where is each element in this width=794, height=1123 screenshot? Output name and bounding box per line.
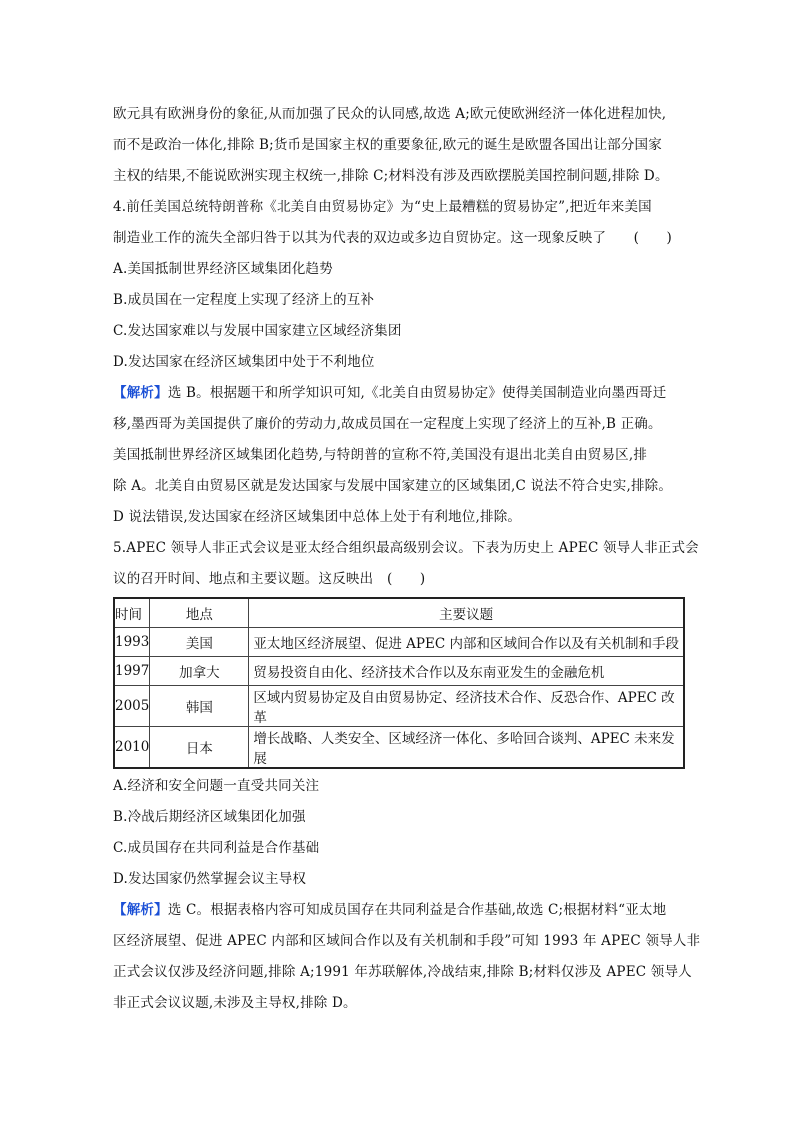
table-cell-place: 加拿大: [150, 657, 249, 686]
analysis-line: [113, 895, 685, 926]
table-row: [114, 686, 684, 727]
option-c: C.成员国存在共同利益是合作基础: [113, 840, 320, 856]
option-d: D.发达国家仍然掌握会议主导权: [113, 871, 307, 887]
option-a: A.美国抵制世界经济区域集团化趋势: [113, 261, 333, 277]
text-line: 欧元具有欧洲身份的象征,从而加强了民众的认同感,故选 A;欧元使欧洲经济一体化进程加快,: [113, 106, 667, 122]
table-row: [114, 657, 684, 686]
table-header-row: [114, 598, 684, 628]
question-4: [113, 192, 685, 533]
question-stem-line: 制造业工作的流失全部归咎于以其为代表的双边或多边自贸协定。这一现象反映了 ( ): [113, 230, 672, 246]
analysis-line: 美国抵制世界经济区域集团化趋势,与特朗普的宣称不符,美国没有退出北美自由贸易区,排: [113, 447, 648, 463]
table-cell-year: 1993: [114, 628, 150, 657]
document-page: [113, 99, 701, 1019]
table-cell-year: 2010: [114, 727, 150, 769]
table-cell-topic: 贸易投资自由化、经济技术合作以及东南亚发生的金融危机: [249, 657, 684, 686]
option-a: A.经济和安全问题一直受共同关注: [113, 778, 320, 794]
question-stem-line: 4.前任美国总统特朗普称《北美自由贸易协定》为“史上最糟糕的贸易协定”,把近年来美国: [113, 199, 652, 215]
table-cell-topic: 区域内贸易协定及自由贸易协定、经济技术合作、反恐合作、APEC 改革: [249, 686, 684, 727]
analysis-text: 选 B。根据题干和所学知识可知,《北美自由贸易协定》使得美国制造业向墨西哥迁: [167, 385, 667, 401]
table-cell-place: 日本: [150, 727, 249, 769]
intro-paragraph: [113, 99, 685, 192]
analysis-line: D 说法错误,发达国家在经济区域集团中总体上处于有利地位,排除。: [113, 509, 522, 525]
table-cell-year: 1997: [114, 657, 150, 686]
option-d: D.发达国家在经济区域集团中处于不利地位: [113, 354, 375, 370]
analysis-line: [113, 378, 685, 409]
table-cell-topic: 亚太地区经济展望、促进 APEC 内部和区域间合作以及有关机制和手段: [249, 628, 684, 657]
apec-table: [113, 597, 685, 769]
question-stem-line: 议的召开时间、地点和主要议题。这反映出 ( ): [113, 571, 426, 587]
analysis-line: 区经济展望、促进 APEC 内部和区域间合作以及有关机制和手段”可知 1993 年 APEC 领导人非: [113, 933, 701, 949]
analysis-text: 选 C。根据表格内容可知成员国存在共同利益是合作基础,故选 C;根据材料“亚太地: [167, 902, 667, 918]
table-cell-place: 美国: [150, 628, 249, 657]
option-b: B.冷战后期经济区域集团化加强: [113, 809, 306, 825]
analysis-tag: 【解析】: [113, 385, 168, 401]
text-line: 主权的结果,不能说欧洲实现主权统一,排除 C;材料没有涉及西欧摆脱美国控制问题,排除 D。: [113, 168, 669, 184]
analysis-line: 非正式会议议题,未涉及主导权,排除 D。: [113, 995, 357, 1011]
analysis-tag: 【解析】: [113, 902, 168, 918]
table-row: [114, 727, 684, 769]
table-row: [114, 628, 684, 657]
option-c: C.发达国家难以与发展中国家建立区域经济集团: [113, 323, 402, 339]
analysis-line: 移,墨西哥为美国提供了廉价的劳动力,故成员国在一定程度上实现了经济上的互补,B 正确。: [113, 416, 662, 432]
analysis-line: 除 A。北美自由贸易区就是发达国家与发展中国家建立的区域集团,C 说法不符合史实,排除。: [113, 478, 673, 494]
analysis-line: 正式会议仅涉及经济问题,排除 A;1991 年苏联解体,冷战结束,排除 B;材料仅涉及 APEC 领导人: [113, 964, 692, 980]
text-line: 而不是政治一体化,排除 B;货币是国家主权的重要象征,欧元的诞生是欧盟各国出让部分国家: [113, 137, 662, 153]
table-cell-year: 2005: [114, 686, 150, 727]
question-stem-line: 5.APEC 领导人非正式会议是亚太经合组织最高级别会议。下表为历史上 APEC 领导人非正式会: [113, 540, 699, 556]
table-header-cell: 地点: [150, 598, 249, 628]
question-5: [113, 533, 701, 1019]
apec-table-wrapper: [113, 597, 685, 769]
table-header-cell: 时间: [114, 598, 150, 628]
table-cell-topic: 增长战略、人类安全、区域经济一体化、多哈回合谈判、APEC 未来发展: [249, 727, 684, 769]
table-header-cell: 主要议题: [249, 598, 684, 628]
table-cell-place: 韩国: [150, 686, 249, 727]
option-b: B.成员国在一定程度上实现了经济上的互补: [113, 292, 375, 308]
